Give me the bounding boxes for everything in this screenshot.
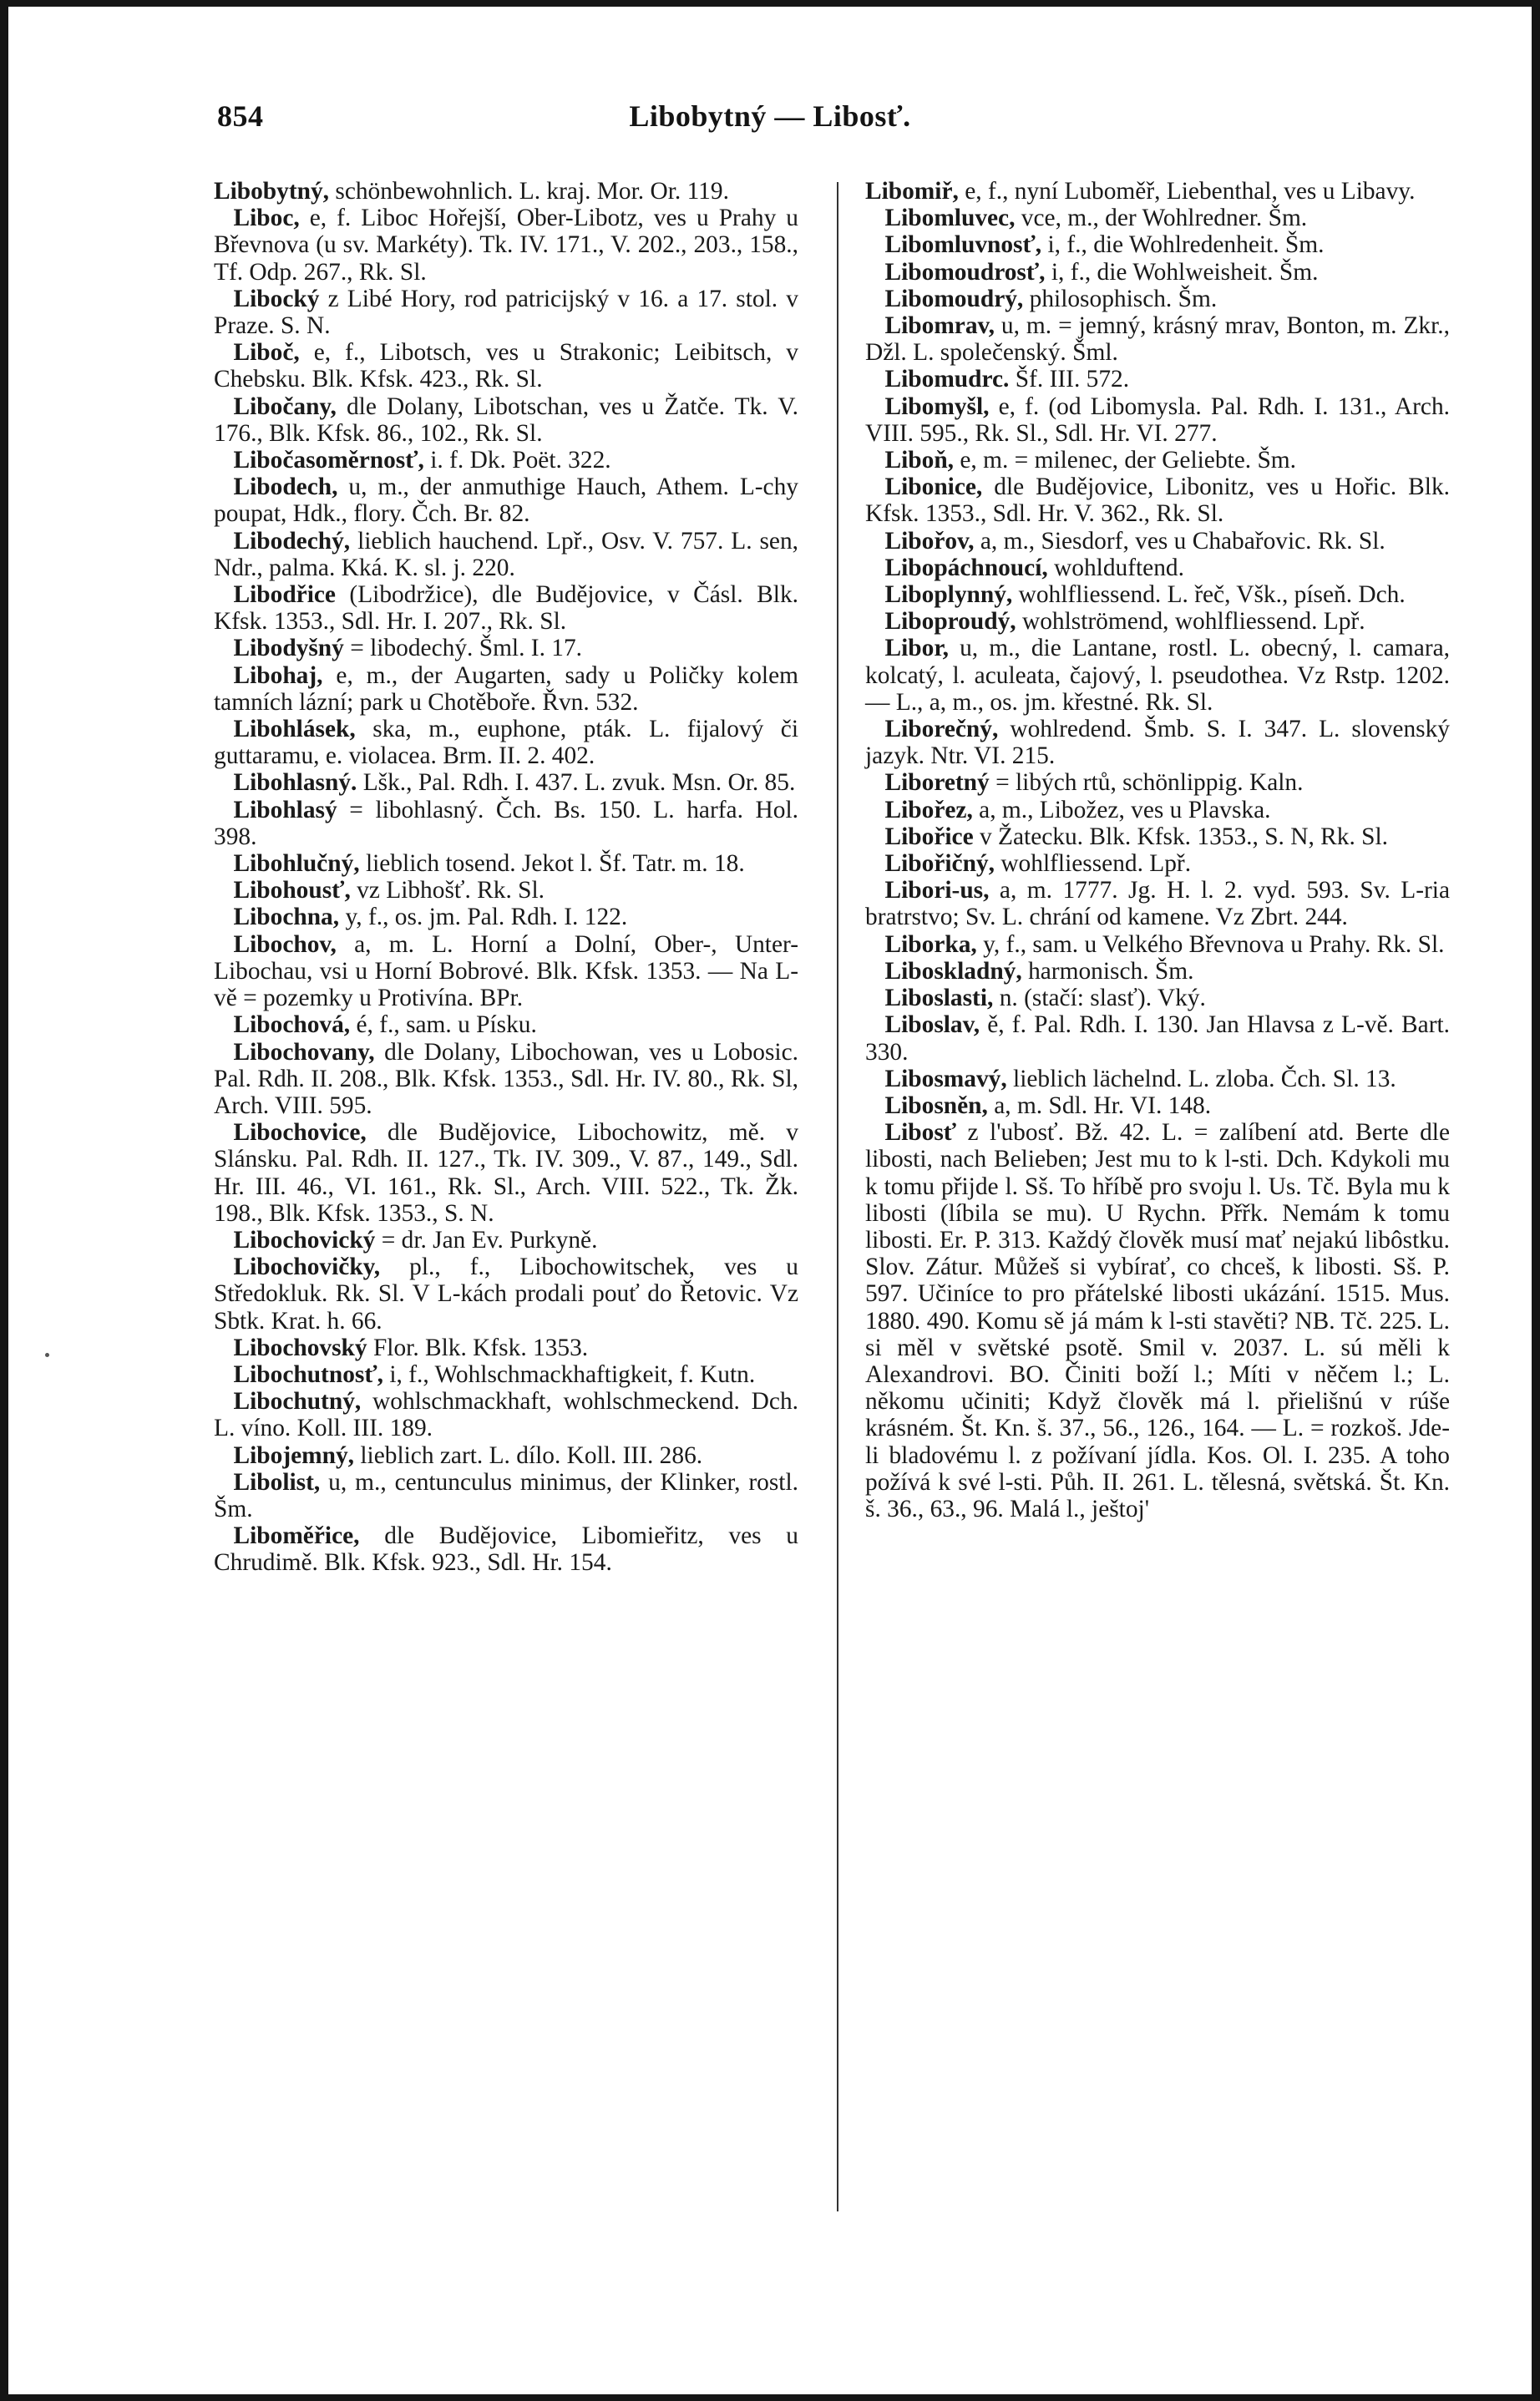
- dictionary-entry: [214, 931, 798, 1012]
- entry-headword: Libopáchnoucí,: [884, 554, 1048, 581]
- entry-headword: Liborka,: [884, 930, 977, 958]
- dictionary-entry: [865, 231, 1450, 258]
- dictionary-entry: [865, 205, 1450, 231]
- entry-headword: Libomoudrosť,: [884, 258, 1046, 286]
- dictionary-entry: [214, 474, 798, 527]
- entry-definition: n. (stačí: slasť). Vký.: [993, 985, 1206, 1012]
- entry-definition: a, m. Sdl. Hr. VI. 148.: [987, 1092, 1212, 1119]
- entry-definition: lieblich zart. L. dílo. Koll. III. 286.: [354, 1441, 703, 1469]
- dictionary-entry: [214, 393, 798, 447]
- entry-definition: z Libé Hory, rod patricijský v 16. a 17. stol. v Praze. S. N.: [214, 285, 798, 340]
- left-column: [214, 178, 798, 1577]
- entry-headword: Libodřice: [233, 581, 336, 609]
- entry-definition: u, m., der anmuthige Hauch, Athem. L-chy poupat, Hdk., flory. Čch. Br. 82.: [214, 474, 798, 528]
- dictionary-entry: [865, 366, 1450, 393]
- entry-headword: Liboplynný,: [884, 581, 1013, 609]
- dictionary-entry: [865, 259, 1450, 286]
- entry-headword: Libojemný,: [233, 1441, 355, 1469]
- dictionary-entry: [865, 877, 1450, 930]
- entry-definition: wohlduftend.: [1047, 554, 1184, 581]
- entry-headword: Libomrav,: [884, 312, 995, 340]
- dictionary-entry: [865, 1066, 1450, 1092]
- dictionary-entry: [865, 931, 1450, 958]
- entry-definition: z l'ubosť. Bž. 42. L. = zalíbení atd. Berte dle libosti, nach Belieben; Jest mu to k l-sti. Dch. Kdykoli mu k tomu přijde l. Sš. To hříbě pro svoju l. Us. Tč. Byla mu k libosti (líbila se mu). U Rychn. Přřk. Nemám k tomu libosti. Er. P. 313. Každý člověk musí mať nejakú libôstku. Slov. Zátur. Můžeš si vybírať, co chceš, k libosti. Sš. P. 597. Učiníce to pro přátelské libosti ukázání. 1515. Mus. 1880. 490. Komu sě já mám k l-sti stavěti? NB. Tč. 225. L. si měl v světské psotě. Smil v. 2037. L. sú měli k Alexandrovi. BO. Činiti boží l.; Míti v něčem l.; L. někomu učiniti; Když člověk má l. přielišnú v rúše krásném. Št. Kn. š. 37., 56., 126., 164. — L. = rozkoš. Jde-li bladovému l. z požívaní jídla. Kos. Ol. I. 235. A toho požívá k své l-sti. Půh. II. 261. L. tělesná, světská. Št. Kn. š. 36., 63., 96. Malá l., ještoj': [865, 1119, 1450, 1522]
- dictionary-entry: [865, 286, 1450, 312]
- dictionary-entry: [214, 797, 798, 850]
- entry-definition: (Libodržice), dle Budějovice, v Čásl. Blk. Kfsk. 1353., Sdl. Hr. I. 207., Rk. Sl.: [214, 581, 798, 636]
- dictionary-entry: [214, 1469, 798, 1522]
- entry-definition: i. f. Dk. Poët. 322.: [423, 447, 611, 474]
- entry-definition: e, f., Libotsch, ves u Strakonic; Leibitsch, v Chebsku. Blk. Kfsk. 423., Rk. Sl.: [214, 339, 798, 393]
- entry-definition: dle Budějovice, Libochowitz, mě. v Slánsku. Pal. Rdh. II. 127., Tk. IV. 309., V. 87., 149., Sdl. Hr. III. 46., VI. 161., Rk. Sl., Arch. VIII. 522., Tk. Žk. 198., Blk. Kfsk. 1353., S. N.: [214, 1119, 798, 1227]
- entry-headword: Libocký: [233, 285, 320, 312]
- entry-definition: Flor. Blk. Kfsk. 1353.: [367, 1334, 589, 1361]
- dictionary-entry: [865, 1119, 1450, 1522]
- entry-definition: dle Dolany, Libochowan, ves u Lobosic. Pal. Rdh. II. 208., Blk. Kfsk. 1353., Sdl. Hr. IV. 80., Rk. Sl, Arch. VIII. 595.: [214, 1038, 798, 1119]
- column-divider: [837, 182, 838, 2211]
- entry-definition: wohlströmend, wohlfliessend. Lpř.: [1016, 608, 1365, 636]
- dictionary-entry: [865, 555, 1450, 581]
- entry-headword: Libohlučný,: [233, 850, 360, 878]
- entry-headword: Liboskladný,: [884, 957, 1022, 985]
- dictionary-entry: [214, 1254, 798, 1335]
- entry-headword: Libořez,: [884, 796, 973, 823]
- entry-headword: Liboretný: [884, 769, 990, 797]
- entry-headword: Libomudrc.: [884, 366, 1010, 393]
- dictionary-entry: [214, 1442, 798, 1469]
- entry-definition: u, m., die Lantane, rostl. L. obecný, l. camara, kolcatý, l. aculeata, čajový, l. pseudothea. Vz Rstp. 1202. — L., a, m., os. jm. křestné. Rk. Sl.: [865, 635, 1450, 716]
- entry-headword: Libohousť,: [233, 877, 351, 904]
- entry-headword: Libodyšný: [233, 635, 344, 662]
- entry-headword: Libohlasný.: [233, 769, 357, 797]
- right-column: [865, 178, 1450, 1522]
- dictionary-entry: [865, 1011, 1450, 1065]
- dictionary-entry: [214, 635, 798, 661]
- dictionary-entry: [214, 528, 798, 581]
- entry-headword: Libochutný,: [233, 1388, 362, 1416]
- entry-headword: Libosť: [884, 1119, 957, 1147]
- entry-headword: Liboměřice,: [233, 1522, 360, 1550]
- page-number: 854: [217, 99, 264, 133]
- entry-headword: Libořov,: [884, 527, 975, 555]
- entry-definition: dle Budějovice, Libonitz, ves u Hořic. Blk. Kfsk. 1353., Sdl. Hr. V. 362., Rk. Sl.: [865, 474, 1450, 528]
- dictionary-entry: [214, 1522, 798, 1576]
- entry-headword: Liborečný,: [884, 716, 999, 743]
- entry-definition: i, f., die Wohlredenheit. Šm.: [1041, 231, 1325, 259]
- dictionary-entry: [865, 850, 1450, 877]
- dictionary-entry: [865, 393, 1450, 447]
- running-head: Libobytný — Libosť.: [629, 99, 911, 133]
- entry-headword: Libořičný,: [884, 850, 995, 878]
- entry-headword: Libosněn,: [884, 1092, 988, 1119]
- entry-definition: Lšk., Pal. Rdh. I. 437. L. zvuk. Msn. Or. 85.: [357, 769, 796, 797]
- entry-definition: e, f. (od Libomysla. Pal. Rdh. I. 131., Arch. VIII. 595., Rk. Sl., Sdl. Hr. VI. 277.: [865, 393, 1450, 447]
- entry-definition: lieblich lächelnd. L. zloba. Čch. Sl. 13.: [1006, 1065, 1396, 1092]
- entry-headword: Libořice: [884, 823, 974, 850]
- entry-headword: Liboc,: [233, 205, 300, 232]
- dictionary-entry: [865, 958, 1450, 985]
- dictionary-entry: [214, 581, 798, 635]
- dictionary-entry: [214, 1361, 798, 1388]
- entry-headword: Libomyšl,: [884, 393, 990, 420]
- entry-definition: wohlfliessend. Lpř.: [994, 850, 1192, 878]
- entry-definition: a, m., Libožez, ves u Plavska.: [972, 796, 1271, 823]
- entry-definition: e, f. Liboc Hořejší, Ober-Libotz, ves u Prahy u Břevnova (u sv. Markéty). Tk. IV. 171., V. 202., 203., 158., Tf. Odp. 267., Rk. Sl.: [214, 205, 798, 286]
- entry-headword: Libobytný,: [214, 178, 330, 205]
- entry-definition: i, f., Wohlschmackhaftigkeit, f. Kutn.: [383, 1360, 756, 1388]
- entry-headword: Libohaj,: [233, 661, 323, 689]
- dictionary-entry: [214, 850, 798, 877]
- dictionary-entry: [214, 1039, 798, 1120]
- entry-headword: Libočasoměrnosť,: [233, 447, 424, 474]
- entry-headword: Libonice,: [884, 474, 983, 501]
- entry-headword: Libohlásek,: [233, 716, 356, 743]
- entry-headword: Libochovičky,: [233, 1254, 381, 1281]
- dictionary-entry: [865, 823, 1450, 850]
- entry-headword: Libosmavý,: [884, 1065, 1007, 1092]
- dictionary-entry: [214, 339, 798, 393]
- entry-definition: wohlschmackhaft, wohlschmeckend. Dch. L. víno. Koll. III. 189.: [214, 1388, 798, 1442]
- entry-headword: Libochna,: [233, 904, 340, 931]
- entry-definition: v Žatecku. Blk. Kfsk. 1353., S. N, Rk. Sl.: [973, 823, 1389, 850]
- dictionary-entry: [214, 662, 798, 716]
- margin-speck: [45, 1353, 49, 1357]
- dictionary-entry: [865, 769, 1450, 796]
- dictionary-entry: [865, 635, 1450, 716]
- dictionary-entry: [214, 716, 798, 769]
- entry-headword: Libochovský: [233, 1334, 367, 1361]
- entry-definition: ska, m., euphone, pták. L. fijalový či guttaramu, e. violacea. Brm. II. 2. 402.: [214, 716, 798, 770]
- entry-headword: Libodechý,: [233, 527, 351, 555]
- entry-headword: Liboň,: [884, 447, 955, 474]
- dictionary-entry: [865, 716, 1450, 769]
- entry-definition: ě, f. Pal. Rdh. I. 130. Jan Hlavsa z L-vě. Bart. 330.: [865, 1011, 1450, 1066]
- entry-definition: = libodechý. Šml. I. 17.: [343, 635, 583, 662]
- entry-definition: é, f., sam. u Písku.: [350, 1011, 537, 1039]
- entry-definition: wohlfliessend. L. řeč, Všk., píseň. Dch.: [1012, 581, 1406, 609]
- entry-definition: vce, m., der Wohlredner. Šm.: [1015, 205, 1308, 232]
- entry-definition: = libohlasný. Čch. Bs. 150. L. harfa. Hol. 398.: [214, 796, 798, 850]
- dictionary-entry: [865, 474, 1450, 527]
- entry-headword: Libolist,: [233, 1468, 321, 1496]
- dictionary-entry: [865, 178, 1450, 205]
- entry-definition: lieblich tosend. Jekot l. Šf. Tatr. m. 18.: [359, 850, 745, 878]
- dictionary-entry: [865, 447, 1450, 474]
- entry-headword: Libomiř,: [865, 178, 959, 205]
- entry-definition: y, f., sam. u Velkého Břevnova u Prahy. Rk. Sl.: [976, 930, 1445, 958]
- entry-definition: harmonisch. Šm.: [1021, 957, 1194, 985]
- dictionary-entry: [865, 312, 1450, 366]
- entry-definition: e, m., der Augarten, sady u Poličky kolem tamních lázní; park u Chotěboře. Řvn. 532.: [214, 661, 798, 716]
- page-header: [8, 99, 1532, 135]
- entry-headword: Libočany,: [233, 393, 337, 420]
- entry-definition: a, m. 1777. Jg. H. l. 2. vyd. 593. Sv. L-ria bratrstvo; Sv. L. chrání od kamene. Vz Zbrt. 244.: [865, 877, 1450, 931]
- dictionary-entry: [865, 797, 1450, 823]
- entry-headword: Libochovice,: [233, 1119, 367, 1147]
- entry-definition: e, f., nyní Luboměř, Liebenthal, ves u Libavy.: [958, 178, 1416, 205]
- dictionary-entry: [214, 447, 798, 474]
- entry-definition: philosophisch. Šm.: [1023, 285, 1218, 312]
- dictionary-entry: [214, 1011, 798, 1038]
- entry-definition: Šf. III. 572.: [1009, 366, 1130, 393]
- entry-definition: = libých rtů, schönlippig. Kaln.: [989, 769, 1304, 797]
- entry-headword: Liboslav,: [884, 1011, 980, 1039]
- dictionary-entry: [214, 769, 798, 796]
- dictionary-entry: [214, 877, 798, 904]
- dictionary-entry: [865, 985, 1450, 1011]
- entry-headword: Libochová,: [233, 1011, 351, 1039]
- entry-headword: Libomluvec,: [884, 205, 1016, 232]
- entry-definition: vz Libhošť. Rk. Sl.: [350, 877, 545, 904]
- dictionary-entry: [214, 205, 798, 286]
- entry-definition: pl., f., Libochowitschek, ves u Středokluk. Rk. Sl. V L-kách prodali pouť do Řetovic. Vz Sbtk. Krat. h. 66.: [214, 1254, 798, 1335]
- dictionary-entry: [214, 286, 798, 339]
- dictionary-entry: [865, 528, 1450, 555]
- entry-headword: Libomluvnosť,: [884, 231, 1042, 259]
- entry-headword: Libochov,: [233, 930, 337, 958]
- dictionary-entry: [214, 1119, 798, 1227]
- entry-headword: Liboslasti,: [884, 985, 994, 1012]
- dictionary-entry: [214, 1227, 798, 1254]
- entry-definition: schönbewohnlich. L. kraj. Mor. Or. 119.: [329, 178, 729, 205]
- entry-headword: Libodech,: [233, 474, 338, 501]
- entry-definition: y, f., os. jm. Pal. Rdh. I. 122.: [339, 904, 628, 931]
- dictionary-entry: [214, 178, 798, 205]
- entry-headword: Libohlasý: [233, 796, 337, 823]
- entry-definition: e, m. = milenec, der Geliebte. Šm.: [954, 447, 1296, 474]
- dictionary-entry: [865, 1092, 1450, 1119]
- entry-definition: u, m., centunculus minimus, der Klinker, rostl. Šm.: [214, 1468, 798, 1522]
- entry-definition: wohlredend. Šmb. S. I. 347. L. slovenský jazyk. Ntr. VI. 215.: [865, 716, 1450, 770]
- entry-headword: Libochovany,: [233, 1038, 375, 1066]
- dictionary-entry: [214, 1388, 798, 1441]
- entry-definition: a, m., Siesdorf, ves u Chabařovic. Rk. Sl.: [974, 527, 1385, 555]
- dictionary-entry: [214, 1335, 798, 1361]
- entry-headword: Libori-us,: [884, 877, 990, 904]
- entry-definition: dle Budějovice, Libomieřitz, ves u Chrudimě. Blk. Kfsk. 923., Sdl. Hr. 154.: [214, 1522, 798, 1577]
- entry-headword: Libochovický: [233, 1226, 376, 1254]
- entry-definition: i, f., die Wohlweisheit. Šm.: [1045, 258, 1319, 286]
- dictionary-entry: [865, 608, 1450, 635]
- dictionary-page: [8, 7, 1532, 2394]
- dictionary-entry: [865, 581, 1450, 608]
- entry-definition: u, m. = jemný, krásný mrav, Bonton, m. Zkr., Džl. L. společenský. Šml.: [865, 312, 1450, 367]
- entry-headword: Libomoudrý,: [884, 285, 1024, 312]
- entry-headword: Liboproudý,: [884, 608, 1016, 636]
- entry-definition: dle Dolany, Libotschan, ves u Žatče. Tk. V. 176., Blk. Kfsk. 86., 102., Rk. Sl.: [214, 393, 798, 447]
- entry-definition: a, m. L. Horní a Dolní, Ober-, Unter-Libochau, vsi u Horní Bobrové. Blk. Kfsk. 1353. — Na L-vě = pozemky u Protivína. BPr.: [214, 930, 798, 1012]
- entry-headword: Libor,: [884, 635, 950, 662]
- dictionary-entry: [214, 904, 798, 930]
- entry-definition: lieblich hauchend. Lpř., Osv. V. 757. L. sen, Ndr., palma. Kká. K. sl. j. 220.: [214, 527, 798, 581]
- entry-definition: = dr. Jan Ev. Purkyně.: [375, 1226, 598, 1254]
- entry-headword: Liboč,: [233, 339, 300, 367]
- entry-headword: Libochutnosť,: [233, 1360, 383, 1388]
